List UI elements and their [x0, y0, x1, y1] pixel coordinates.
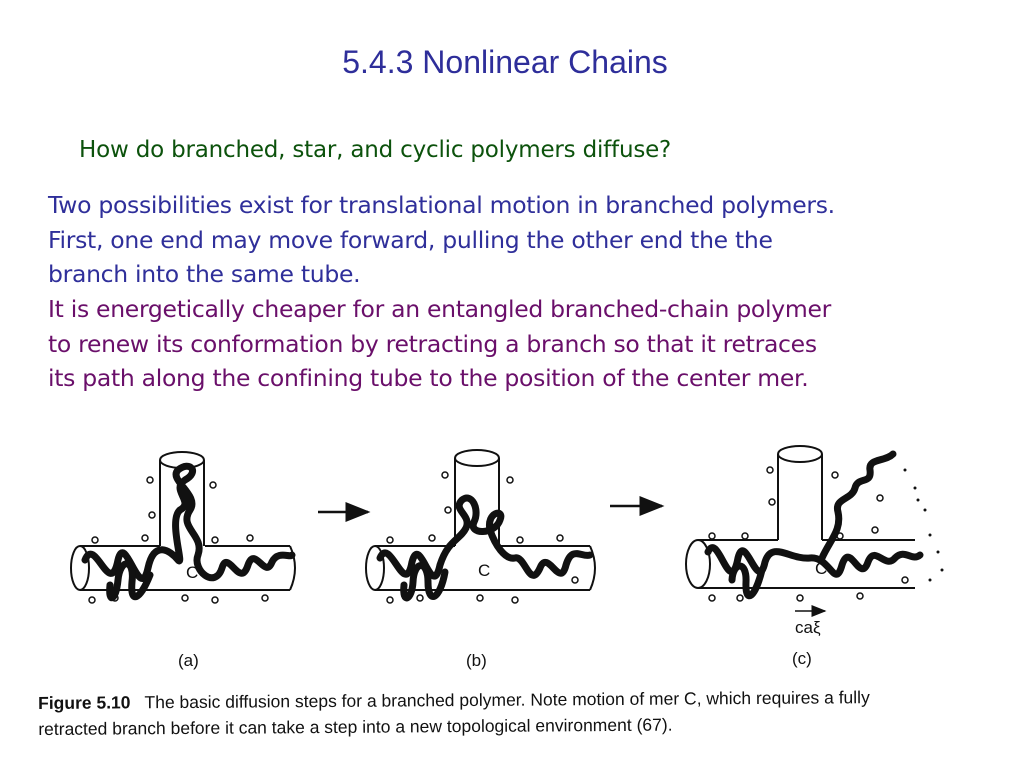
panel-b-center-label: C [478, 561, 491, 580]
paragraph1-line: First, one end may move forward, pulling the other end the the [48, 225, 773, 254]
panel-a [71, 452, 295, 670]
paragraph-two-possibilities [48, 188, 988, 292]
panel-c-branch [822, 454, 893, 558]
figure-caption [38, 683, 998, 742]
panel-c-obstacles [709, 467, 908, 601]
paragraph2-line: It is energetically cheaper for an entangled branched-chain polymer [48, 295, 831, 323]
panel-c-chain [708, 548, 920, 575]
caption-text-1: The basic diffusion steps for a branched polymer. Note motion of mer C, which requires a fully [144, 687, 870, 713]
paragraph2-line: to renew its conformation by retracting a branch so that it retraces [48, 329, 817, 358]
panel-c-dots [904, 469, 944, 582]
caption-label: Figure 5.10 [38, 692, 131, 713]
panel-a-chain [85, 466, 292, 578]
panel-c [686, 446, 944, 668]
paragraph2-line: its path along the confining tube to the position of the center mer. [48, 364, 809, 393]
panel-b [366, 450, 595, 670]
panel-c-extra-label: caξ [795, 618, 821, 637]
paragraph1-line: Two possibilities exist for translational motion in branched polymers. [48, 191, 835, 219]
slide-question: How do branched, star, and cyclic polymers diffuse? [79, 137, 672, 163]
caption-line-2: retracted branch before it can take a step into a new topological environment (67). [38, 714, 673, 739]
panel-a-label: (a) [178, 651, 199, 670]
panel-b-label: (b) [466, 651, 487, 670]
slide-title: 5.4.3 Nonlinear Chains [342, 44, 668, 80]
branched-polymer-diagram [0, 440, 1024, 680]
panel-c-label: (c) [792, 649, 812, 668]
panel-a-center-label: C [186, 563, 199, 582]
panel-c-center-label: C [815, 559, 828, 578]
paragraph-retraction [48, 292, 988, 396]
paragraph1-line: branch into the same tube. [48, 260, 361, 289]
panel-c-tube [686, 446, 915, 588]
